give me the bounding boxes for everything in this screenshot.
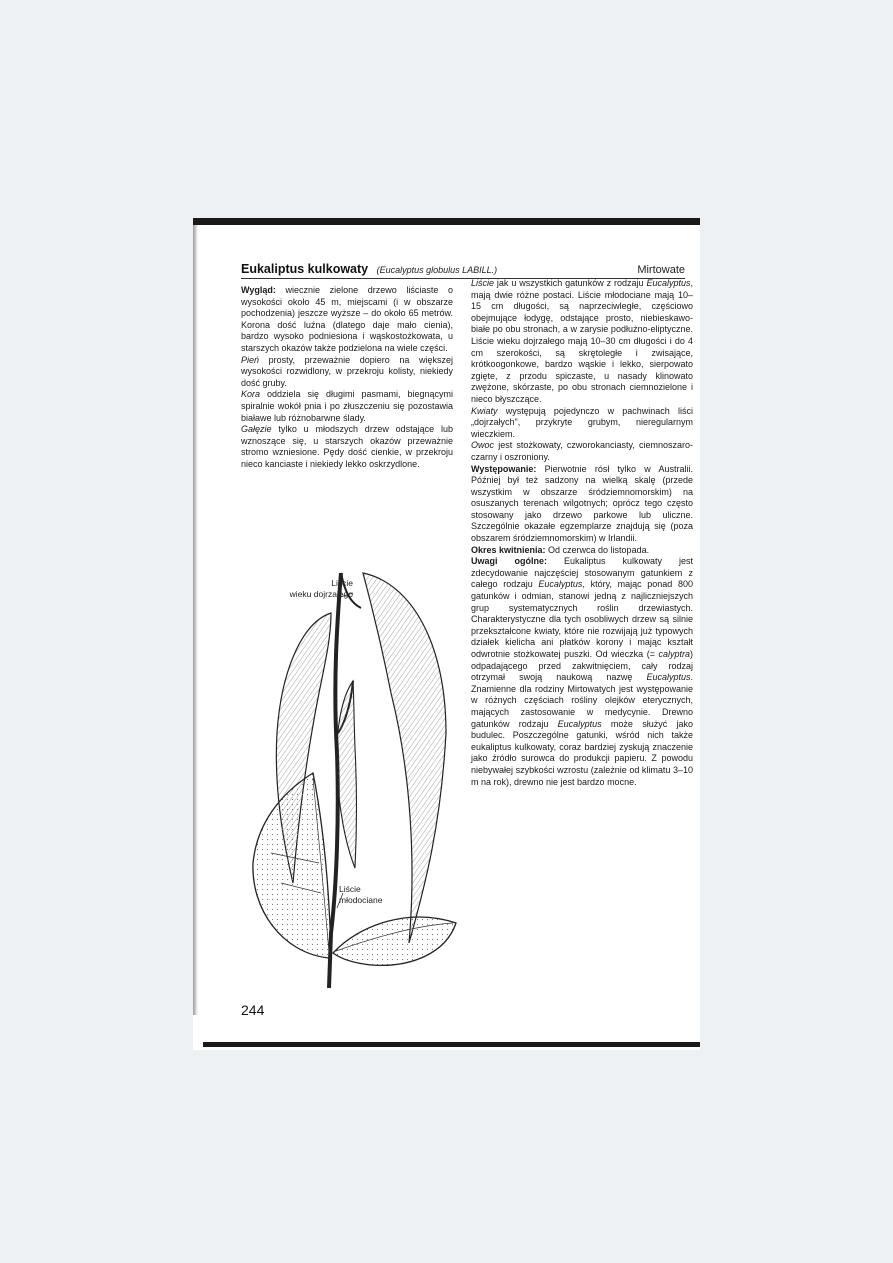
flowers-paragraph: Kwiaty występują pojedynczo w pachwinach liści „dojrzałych", przykryte grubym, nieregularnym wieczkiem. (471, 405, 693, 439)
fruit-paragraph: Owoc jest stożkowaty, czworokanciasty, ciemnoszaro-czarny i oszroniony. (471, 440, 693, 462)
general-notes-paragraph: Uwagi ogólne: Eukaliptus kulkowaty jest zdecydowanie najczęściej stosowanym gatunkiem z całego rodzaju Eucalyptus, który, mając ponad 800 gatunków i odmian, stanowi jedną z najliczniejszych grup systematycznych roślin drzewiastych. Charakterystyczne dla tych osobliwych drzew są silnie przekształcone kwiaty, które nie rozwijają już typowych działek kielicha ani płatków korony i mając kształt odwrotnie stożkowatej puszki. Od wieczka (= calyptra) odpadającego przed zakwitnięciem, cały rodzaj otrzymał swoją naukową nazwę Eucalyptus. Znamienne dla rodziny Mirtowatych jest występowanie w różnych częściach rośliny olejków eterycznych, mających zastosowanie w medycynie. Drewno gatunków rodzaju Eucalyptus może służyć jako budulec. Poszczególne gatunki, wśród nich także eukaliptus kulkowaty, coraz bardziej zyskują znaczenie jako źródło surowca do produkcji papieru. Z powodu niebywałej szybkości wzrostu (zależnie od klimatu 3–10 m na rok), drewno nie jest bardzo mocne. (471, 556, 694, 787)
scan-bottom-edge (203, 1042, 700, 1047)
bark-paragraph: Kora oddziela się długimi pasmami, biegnącymi spiralnie wokół pnia i po złuszczeniu się pozostawia białawe lub różnobarwne ślady. (241, 389, 453, 423)
left-text-column (241, 285, 453, 471)
page-header (241, 260, 685, 279)
label-juvenile-leaves: Liście młodociane (339, 884, 383, 905)
species-title (241, 260, 497, 278)
juvenile-leaf-left (253, 773, 331, 958)
trunk-paragraph: Pień prosty, przeważnie dopiero na większej wysokości rozwidlony, w przekroju kolisty, niekiedy dość gruby. (241, 354, 453, 388)
branches-paragraph: Gałęzie tylko u młodszych drzew odstające lub wznoszące się, u starszych okazów przeważnie stromo wzniesione. Pędy dość cienkie, w przekroju nieco kanciaste i niekiedy lekko oskrzydlone. (241, 424, 453, 469)
leaves-paragraph: Liście jak u wszystkich gatunków z rodzaju Eucalyptus, mają dwie różne postaci. Liście młodociane mają 10–15 cm długości, są naprzeciwległe, częściowo obejmujące łodygę, odstające prosto, niebieskawo-białe po obu stronach, a w zarysie podłużno-eliptyczne. Liście wieku dojrzałego mają 10–30 cm długości i do 4 cm szerokości, są skrętoległe i zwisające, krótkoogonkowe, bardzo wąskie i lekko, sierpowato zgięte, z przodu spiczaste, u nasady klinowato zwężone, skórzaste, po obu stronach ciemnozielone i nieco błyszczące. (471, 278, 693, 404)
scan-binding-shadow (193, 225, 198, 1015)
common-name: Eukaliptus kulkowaty (241, 262, 369, 276)
plant-family: Mirtowate (637, 264, 685, 276)
right-text-column (471, 278, 693, 788)
page-number: 244 (241, 1002, 265, 1018)
scan-top-edge (193, 218, 700, 225)
latin-name: (Eucalyptus globulus LABILL.) (376, 265, 498, 275)
eucalyptus-branch-illustration (241, 563, 466, 998)
label-mature-leaves: Liście wieku dojrzałego (289, 578, 353, 599)
flowering-period-paragraph: Okres kwitnienia: Od czerwca do listopada. (471, 544, 650, 555)
appearance-paragraph: Wygląd: wiecznie zielone drzewo liściaste o wysokości około 45 m, miejscami (i w obszarze pochodzenia) jeszcze wyższe – do około 65 metrów. Korona dość luźna (dlatego daje mało cienia), bardzo wysoko podniesiona i wąskostożkowata, u starszych okazów także podzielona na wiele części. (241, 285, 453, 353)
occurrence-paragraph: Występowanie: Pierwotnie rósł tylko w Australii. Później był też sadzony na wielką skalę (przede wszystkim w obszarze śródziemnomorskim) na osuszanych terenach wilgotnych; oprócz tego często stosowany jako drzewo parkowe lub uliczne. Szczególnie okazałe egzemplarze znajdują się (poza obszarem śródziemnomorskim) w Irlandii. (471, 463, 693, 544)
scanned-page (193, 218, 700, 1050)
mature-leaf-middle (337, 681, 357, 868)
